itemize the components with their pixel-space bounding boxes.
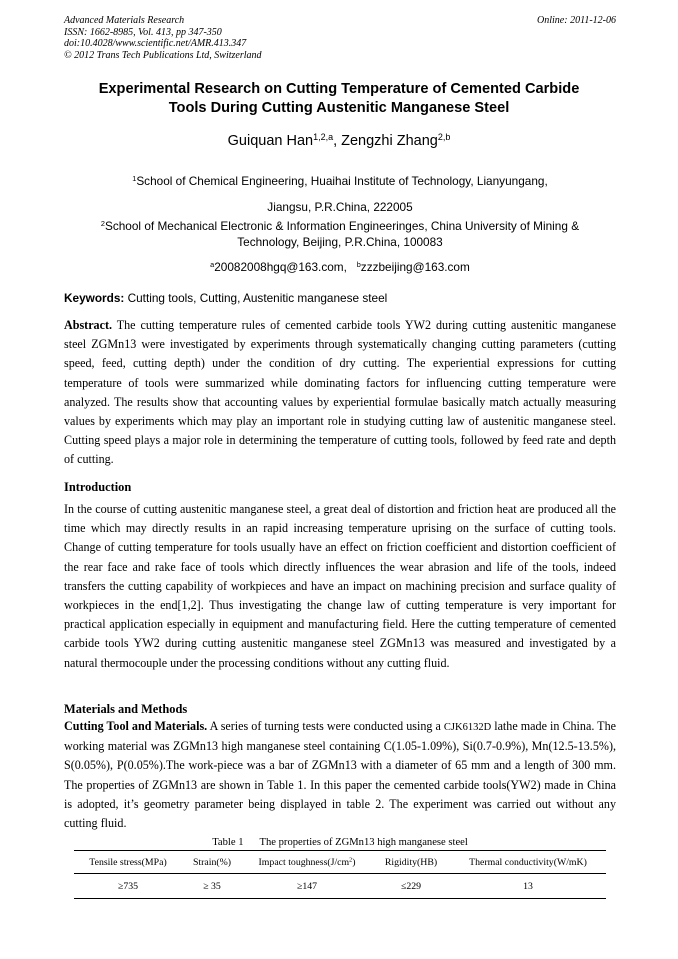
author-list: [40, 133, 638, 149]
author-separator: ,: [333, 133, 338, 149]
author-superscript: 2,b: [437, 132, 451, 143]
email-mark: a: [210, 259, 215, 269]
introduction-heading: Introduction: [64, 480, 132, 494]
journal-name: Advanced Materials Research: [64, 15, 185, 26]
keywords-label: Keywords:: [64, 291, 125, 305]
table-caption: [64, 837, 616, 848]
table-header-cell: Tensile stress(MPa): [74, 851, 182, 874]
abstract-paragraph: [64, 316, 616, 470]
affiliation-text: School of Chemical Engineering, Huaihai Institute of Technology, Lianyungang,: [136, 174, 548, 188]
affiliation-mark: 1: [132, 173, 137, 183]
affiliation-text: Jiangsu, P.R.China, 222005: [267, 200, 413, 214]
online-date: Online: 2011-12-06: [537, 15, 616, 26]
abstract-label: Abstract.: [64, 318, 113, 332]
affiliation-mark: 2: [100, 218, 105, 228]
affiliation-1: [64, 168, 616, 220]
table-header-cell: Strain(%): [182, 851, 242, 874]
materials-heading: Materials and Methods: [64, 702, 188, 716]
table-title: The properties of ZGMn13 high manganese steel: [259, 837, 468, 848]
journal-header: [64, 15, 616, 61]
affiliation-2: [64, 218, 616, 250]
table-cell: ≤229: [372, 874, 450, 899]
table-header-cell: Impact $toughness(J/cm^2)$: [242, 851, 372, 874]
affiliation-text: School of Mechanical Electronic & Information Engineeringes, China University of Mining &: [104, 219, 580, 233]
abstract-text: The cutting temperature rules of cemented carbide tools YW2 during cutting austenitic manganese steel ZGMn13 were investigated by experiments through systematically changing cutting parameters (cutting speed, feed, cutting depth) under the condition of dry cutting. The experiential expressions for cutting temperature of tools were summarized while dominating factors for influencing cutting temperature were analyzed. The results show that accounting values by experiential formulae basically match actually measuring values by experiments which may play an important role in studying cutting law of austenitic manganese steel. Cutting speed plays a major role in determining the temperature of cutting tools, followed by feed rate and depth of cutting.: [64, 318, 616, 467]
paper-title: [40, 80, 638, 118]
doi-line: doi:10.4028/www.scientific.net/AMR.413.347: [64, 38, 247, 49]
copyright-line: © 2012 Trans Tech Publications Ltd, Switzerland: [64, 49, 262, 61]
author-superscript: 1,2,a: [313, 132, 334, 143]
table-header-cell: Thermal conductivity(W/mK): [450, 851, 606, 874]
properties-table: [74, 850, 606, 899]
keywords-text: Cutting tools, Cutting, Austenitic manganese steel: [127, 291, 388, 305]
table-row: [74, 874, 606, 899]
introduction-paragraph: In the course of cutting austenitic manganese steel, a great deal of distortion and friction heat are produced all the time which may directly results in an rapid increasing temperature uprising on the surface of cutting tools. Change of cutting temperature for tools usually have an effect on friction coefficient and distortion coefficient of the rear face and rake face of tools which directly influences the wear abrasion and life of the tools, indeed transfers the cutting capability of workpieces and have an impact on machining precision and surface quality of workpieces in the end[1,2]. Thus investigating the change law of cutting temperature is very important for practical application especially in equipment and manufacturing field. Here the cutting temperature of cemented carbide tools YW2 during cutting austenitic manganese steel ZGMn13 was measured and investigated by a natural thermocouple under the processing conditions without any cutting fluid.: [64, 502, 616, 670]
table-cell: ≥735: [74, 874, 182, 899]
affiliation-text: Technology, Beijing, P.R.China, 100083: [237, 235, 443, 249]
author-name: Zengzhi Zhang: [341, 133, 438, 149]
email-address: 20082008hgq@163.com,: [214, 260, 347, 274]
email-address: zzzbeijing@163.com: [360, 260, 470, 274]
table-header-row: [74, 851, 606, 874]
materials-text: lathe made in China. The working material was ZGMn13 high manganese steel containing C(1.05-1.09%), Si(0.7-0.9%), Mn(12.5-13.5%), S(0.05%), P(0.05%).The work-piece was a bar of ZGMn13 with a diameter of 65 mm and a length of 300 mm. The properties of ZGMn13 are shown in Table 1. In this paper the cemented carbide tools(YW2) made in China is adopted, it’s geometry parameter being displayed in table 2. The experiment was carried out without any cutting fluid.: [64, 719, 616, 831]
email-mark: b: [356, 259, 361, 269]
author-name: Guiquan Han: [227, 133, 314, 149]
title-line-1: Experimental Research on Cutting Temperature of Cemented Carbide: [98, 81, 580, 97]
table-header-cell: Rigidity(HB): [372, 851, 450, 874]
materials-text: A series of turning tests were conducted using a: [209, 719, 441, 733]
table-cell: ≥ 35: [182, 874, 242, 899]
issn-line: ISSN: 1662-8985, Vol. 413, pp 347-350: [64, 26, 222, 38]
lathe-model: CJK6132D: [443, 722, 492, 733]
materials-subheading: Cutting Tool and Materials.: [64, 719, 208, 733]
table-cell: 13: [450, 874, 606, 899]
email-line: [64, 259, 616, 275]
table-label: Table 1: [212, 837, 244, 848]
title-line-2: Tools During Cutting Austenitic Manganese Steel: [168, 100, 510, 116]
table-cell: ≥147: [242, 874, 372, 899]
keywords: [64, 291, 616, 305]
materials-paragraph: [64, 717, 616, 833]
